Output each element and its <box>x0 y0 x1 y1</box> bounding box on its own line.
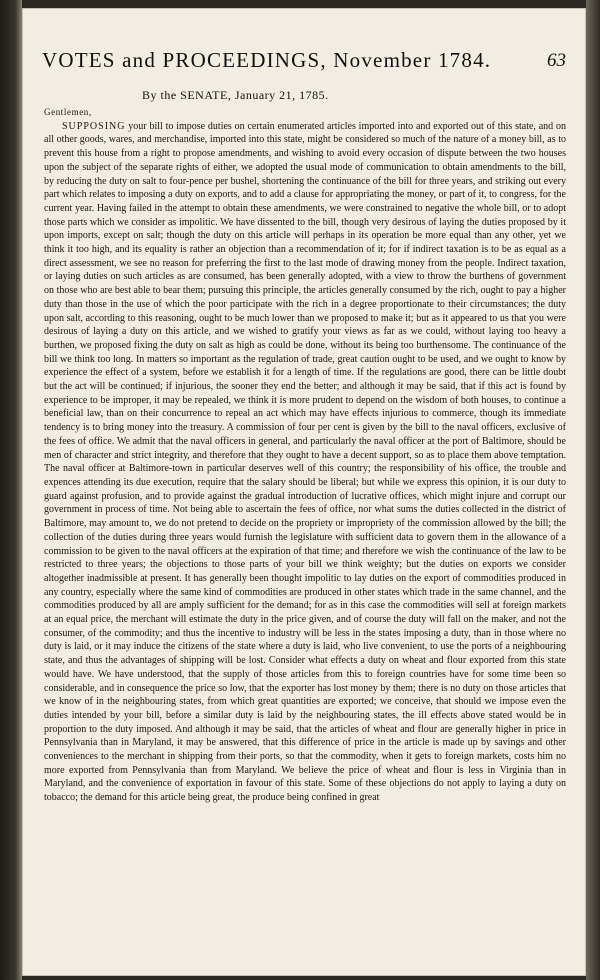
salutation: Gentlemen, <box>44 107 92 117</box>
document-page <box>22 8 586 976</box>
running-head <box>42 48 566 82</box>
running-head-text: VOTES and PROCEEDINGS, <box>42 48 327 72</box>
page-number: 63 <box>547 50 566 71</box>
body-paragraph <box>44 120 566 805</box>
running-head-title <box>42 48 491 73</box>
page-edge-shadow <box>586 0 600 980</box>
running-head-date: November 1784. <box>333 48 492 72</box>
binding-gutter <box>0 0 22 980</box>
body-text: your bill to impose duties on certain enumerated articles imported into and exported out of this state, and on all other goods, wares, and merchandise, imported into this state, might be considered so much of the nature of a money bill, as to prevent this house from a right to propose amendments, and wishing to avoid every occasion of dispute between the two houses upon the subject of the separate rights of either, we adopted the usual mode of communication to obtain amendments to the bill, by reducing the duty on salt to four-pence per bushel, shortening the continuance of the bill for three years, and striking out every part which relates to imposing a duty on exports, and to add a clause for appropriating the money, or part of it, to congress, for the current year. Having failed in the attempt to obtain these amendments, we were constrained to negative the whole bill, or to adopt those parts which we consider as impolitic. We have dissented to the bill, though very desirous of laying the duties proposed by it upon imports, except on salt; though the duty on this article will perhaps in its operation be more equal than any other, yet we think it too high, and its equality is rather an objection than a recommendation of it; for if indirect taxation is to be as equal as a direct assessment, we see no reason for preferring the first to the last mode of drawing money from the people. Indirect taxation, or laying duties on such articles as are consumed, has been generally adopted, with a view to throw the burthens of government on those who are best able to bear them; pursuing this principle, the articles generally consumed by the rich, ought to pay a higher duty than those in the use of which the poor participate with the rich in a degree proportionate to their circumstances; the duty upon salt, according to this reasoning, ought to be much lower than we proposed to make it; but as it appeared to us that you were desirous of laying a duty on this article, and we wished to gratify your views as far as we could, without laying too heavy a burthen, we proposed fixing the duty on salt as high as could be done, without its being too burthensome. The continuance of the bill we think too long. In matters so important as the regulation of trade, great caution ought to be used, and we ought to know by experience the effect of a system, before we establish it for a length of time. If the regulations are good, there can be little doubt but the act will be continued; if injurious, the sooner they end the better; and although it may be said, that if this act is found by experience to be improper, it may be repealed, we think it is more prudent to depend on the wisdom of both houses, to continue a beneficial law, than on their concurrence to repeal an act which may have effects injurious to commerce, though its immediate tendency is to bring money into the treasury. A commission of four per cent is given by the bill to the naval officers, exclusive of the fees of office. We admit that the naval officers in general, and particularly the naval officer at the port of Baltimore, should be men of character and strict integrity, and therefore that they ought to have a decent support, so as to place them above temptation. The naval officer at Baltimore-town in particular deserves well of this country; the responsibility of his office, the trouble and expences attending its due execution, require that the salary should be liberal; but while we express this opinion, it is our duty to guard against profusion, and to provide against the gradual introduction of lucrative offices, which might injure and corrupt our government in process of time. Not being able to ascertain the fees of office, nor what sums the duties collected in the district of Baltimore, may amount to, we do not pretend to decide on the propriety or impropriety of the commission allowed by the bill; the collection of the duties during three years would furnish the legislature with sufficient data to govern them in the allowance of a commission to be given to the naval officers at the expiration of that time; and therefore we wish the continuance of the law to be restricted to three years; the objections to those parts of your bill we think weighty; but the duties on exports we consider altogether inadmissible at present. It has generally been thought impolitic to lay duties on the export of commodities produced in any country, especially where the same kind of commodities are produced in other states which trade in the same channel, and the commodities produced by all are amply sufficient for the demand; for as in this case the commodities will sell at foreign markets at an equal price, the merchant will estimate the duty in the price given, and of course the duty will fall on the maker, and not the consumer, of the commodity; and thus the incentive to industry will be less in the states imposing a duty, than in those where no duty is laid, or it may induce the citizens of the state where a duty is laid, who live convenient, to use the ports of a neighbouring state, and thus the advantages of shipping will be lost. Consider what effects a duty on wheat and flour exported from this state would have. We have understood, that the supply of those articles from this to foreign countries have for some time been so considerable, and in consequence the price so low, that the exporter has lost money by them; there is no duty on those articles that we know of in the neighbouring states, from which great quantities are exported; we conceive, that should we impose even the duties intended by your bill, before a similar duty is laid by the neighbouring states, the ill effects above stated would be in proportion to the duty imposed. And although it may be said, that the articles of wheat and flour are generally higher in price in Pennsylvania than in Maryland, it may be answered, that this difference of price in the article is made up by savings and other conveniences to the merchant in shipping from their ports, so that the commodity, when it gets to foreign markets, costs him no more exported from Pennsylvania than from Maryland. We believe the price of wheat and flour is less in Virginia than in Maryland, and the convenience of exportation in favour of this state. Some of these objections do not apply to laying a duty on tobacco; the demand for this article being great, the produce being confined in great <box>44 120 566 804</box>
dateline: By the SENATE, January 21, 1785. <box>142 88 329 102</box>
body-opener: SUPPOSING <box>62 120 126 132</box>
body-column <box>44 106 566 966</box>
